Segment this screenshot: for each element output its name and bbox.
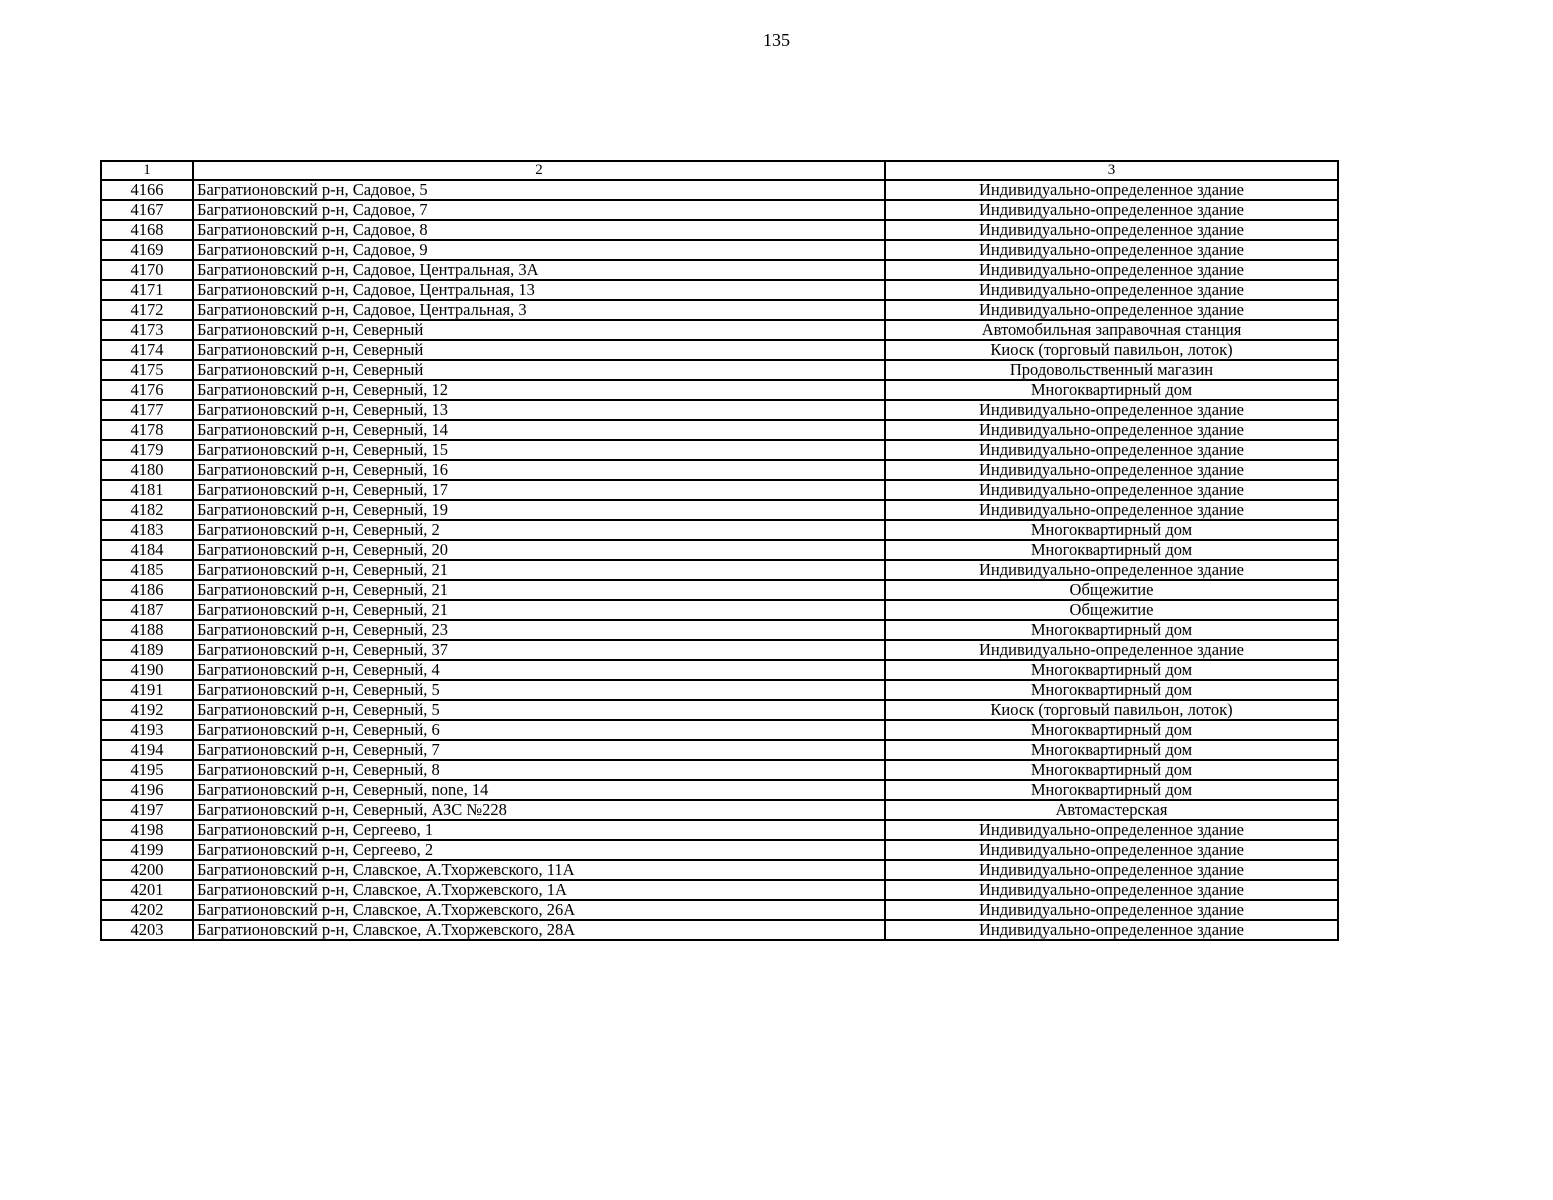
table-row: [101, 280, 1338, 300]
row-number-cell: 4197: [101, 800, 193, 820]
address-cell: Багратионовский р-н, Садовое, 7: [193, 200, 885, 220]
row-number-cell: 4172: [101, 300, 193, 320]
header-row: [101, 161, 1338, 180]
address-cell: Багратионовский р-н, Северный, 2: [193, 520, 885, 540]
address-cell: Багратионовский р-н, Северный, 20: [193, 540, 885, 560]
address-cell: Багратионовский р-н, Северный: [193, 360, 885, 380]
address-cell: Багратионовский р-н, Сергеево, 1: [193, 820, 885, 840]
row-number-cell: 4192: [101, 700, 193, 720]
address-cell: Багратионовский р-н, Садовое, 9: [193, 240, 885, 260]
address-cell: Багратионовский р-н, Северный, 23: [193, 620, 885, 640]
table-row: [101, 880, 1338, 900]
object-type-cell: Продовольственный магазин: [885, 360, 1338, 380]
address-cell: Багратионовский р-н, Северный, 21: [193, 560, 885, 580]
table-row: [101, 640, 1338, 660]
column-header-2: 2: [193, 161, 885, 180]
address-cell: Багратионовский р-н, Северный, 17: [193, 480, 885, 500]
row-number-cell: 4181: [101, 480, 193, 500]
object-type-cell: Многоквартирный дом: [885, 720, 1338, 740]
table-row: [101, 480, 1338, 500]
row-number-cell: 4177: [101, 400, 193, 420]
registry-table: [100, 160, 1339, 941]
object-type-cell: Индивидуально-определенное здание: [885, 400, 1338, 420]
address-cell: Багратионовский р-н, Славское, А.Тхоржевского, 26А: [193, 900, 885, 920]
page-number: 135: [763, 30, 790, 50]
address-cell: Багратионовский р-н, Славское, А.Тхоржевского, 28А: [193, 920, 885, 940]
row-number-cell: 4169: [101, 240, 193, 260]
row-number-cell: 4198: [101, 820, 193, 840]
object-type-cell: Индивидуально-определенное здание: [885, 260, 1338, 280]
table-row: [101, 760, 1338, 780]
table-row: [101, 460, 1338, 480]
object-type-cell: Многоквартирный дом: [885, 780, 1338, 800]
object-type-cell: Общежитие: [885, 580, 1338, 600]
row-number-cell: 4202: [101, 900, 193, 920]
row-number-cell: 4184: [101, 540, 193, 560]
object-type-cell: Многоквартирный дом: [885, 620, 1338, 640]
table-row: [101, 660, 1338, 680]
address-cell: Багратионовский р-н, Садовое, Центральная, 13: [193, 280, 885, 300]
object-type-cell: Индивидуально-определенное здание: [885, 280, 1338, 300]
address-cell: Багратионовский р-н, Северный, 16: [193, 460, 885, 480]
address-cell: Багратионовский р-н, Северный, 8: [193, 760, 885, 780]
object-type-cell: Индивидуально-определенное здание: [885, 300, 1338, 320]
object-type-cell: Общежитие: [885, 600, 1338, 620]
object-type-cell: Многоквартирный дом: [885, 660, 1338, 680]
address-cell: Багратионовский р-н, Северный, 19: [193, 500, 885, 520]
address-cell: Багратионовский р-н, Сергеево, 2: [193, 840, 885, 860]
table-row: [101, 920, 1338, 940]
table-row: [101, 180, 1338, 200]
address-cell: Багратионовский р-н, Северный, 15: [193, 440, 885, 460]
table-row: [101, 780, 1338, 800]
row-number-cell: 4185: [101, 560, 193, 580]
row-number-cell: 4200: [101, 860, 193, 880]
address-cell: Багратионовский р-н, Северный, 5: [193, 700, 885, 720]
address-cell: Багратионовский р-н, Северный, 7: [193, 740, 885, 760]
object-type-cell: Индивидуально-определенное здание: [885, 820, 1338, 840]
object-type-cell: Индивидуально-определенное здание: [885, 840, 1338, 860]
table-header: [101, 161, 1338, 180]
row-number-cell: 4179: [101, 440, 193, 460]
table-row: [101, 440, 1338, 460]
object-type-cell: Индивидуально-определенное здание: [885, 440, 1338, 460]
row-number-cell: 4194: [101, 740, 193, 760]
object-type-cell: Киоск (торговый павильон, лоток): [885, 340, 1338, 360]
row-number-cell: 4168: [101, 220, 193, 240]
address-cell: Багратионовский р-н, Северный, 5: [193, 680, 885, 700]
object-type-cell: Индивидуально-определенное здание: [885, 220, 1338, 240]
row-number-cell: 4203: [101, 920, 193, 940]
table-row: [101, 720, 1338, 740]
table-row: [101, 540, 1338, 560]
table-row: [101, 860, 1338, 880]
table-row: [101, 820, 1338, 840]
table-row: [101, 520, 1338, 540]
address-cell: Багратионовский р-н, Славское, А.Тхоржевского, 1А: [193, 880, 885, 900]
table-row: [101, 680, 1338, 700]
table-row: [101, 380, 1338, 400]
table-row: [101, 400, 1338, 420]
row-number-cell: 4171: [101, 280, 193, 300]
row-number-cell: 4173: [101, 320, 193, 340]
table-row: [101, 620, 1338, 640]
table-row: [101, 320, 1338, 340]
row-number-cell: 4187: [101, 600, 193, 620]
table-row: [101, 800, 1338, 820]
table-row: [101, 220, 1338, 240]
row-number-cell: 4201: [101, 880, 193, 900]
address-cell: Багратионовский р-н, Северный: [193, 340, 885, 360]
row-number-cell: 4167: [101, 200, 193, 220]
row-number-cell: 4182: [101, 500, 193, 520]
object-type-cell: Многоквартирный дом: [885, 760, 1338, 780]
row-number-cell: 4174: [101, 340, 193, 360]
address-cell: Багратионовский р-н, Садовое, Центральная, 3: [193, 300, 885, 320]
table-body: [101, 180, 1338, 940]
object-type-cell: Киоск (торговый павильон, лоток): [885, 700, 1338, 720]
row-number-cell: 4178: [101, 420, 193, 440]
column-header-1: 1: [101, 161, 193, 180]
address-cell: Багратионовский р-н, Славское, А.Тхоржевского, 11А: [193, 860, 885, 880]
object-type-cell: Многоквартирный дом: [885, 740, 1338, 760]
address-cell: Багратионовский р-н, Северный, 12: [193, 380, 885, 400]
object-type-cell: Автомобильная заправочная станция: [885, 320, 1338, 340]
row-number-cell: 4190: [101, 660, 193, 680]
row-number-cell: 4175: [101, 360, 193, 380]
address-cell: Багратионовский р-н, Садовое, 8: [193, 220, 885, 240]
object-type-cell: Индивидуально-определенное здание: [885, 480, 1338, 500]
object-type-cell: Индивидуально-определенное здание: [885, 180, 1338, 200]
table-row: [101, 420, 1338, 440]
object-type-cell: Автомастерская: [885, 800, 1338, 820]
object-type-cell: Многоквартирный дом: [885, 380, 1338, 400]
table-row: [101, 840, 1338, 860]
address-cell: Багратионовский р-н, Северный: [193, 320, 885, 340]
row-number-cell: 4176: [101, 380, 193, 400]
object-type-cell: Индивидуально-определенное здание: [885, 860, 1338, 880]
address-cell: Багратионовский р-н, Северный, 21: [193, 600, 885, 620]
table-row: [101, 360, 1338, 380]
row-number-cell: 4195: [101, 760, 193, 780]
object-type-cell: Многоквартирный дом: [885, 680, 1338, 700]
address-cell: Багратионовский р-н, Садовое, Центральная, 3А: [193, 260, 885, 280]
object-type-cell: Индивидуально-определенное здание: [885, 200, 1338, 220]
object-type-cell: Индивидуально-определенное здание: [885, 640, 1338, 660]
object-type-cell: Индивидуально-определенное здание: [885, 420, 1338, 440]
row-number-cell: 4183: [101, 520, 193, 540]
address-cell: Багратионовский р-н, Северный, 21: [193, 580, 885, 600]
object-type-cell: Индивидуально-определенное здание: [885, 240, 1338, 260]
table-row: [101, 240, 1338, 260]
object-type-cell: Индивидуально-определенное здание: [885, 920, 1338, 940]
row-number-cell: 4166: [101, 180, 193, 200]
table-row: [101, 580, 1338, 600]
address-cell: Багратионовский р-н, Северный, 6: [193, 720, 885, 740]
object-type-cell: Многоквартирный дом: [885, 520, 1338, 540]
row-number-cell: 4188: [101, 620, 193, 640]
object-type-cell: Индивидуально-определенное здание: [885, 880, 1338, 900]
object-type-cell: Индивидуально-определенное здание: [885, 900, 1338, 920]
row-number-cell: 4189: [101, 640, 193, 660]
row-number-cell: 4193: [101, 720, 193, 740]
row-number-cell: 4191: [101, 680, 193, 700]
object-type-cell: Многоквартирный дом: [885, 540, 1338, 560]
row-number-cell: 4186: [101, 580, 193, 600]
address-cell: Багратионовский р-н, Северный, АЗС №228: [193, 800, 885, 820]
address-cell: Багратионовский р-н, Северный, 14: [193, 420, 885, 440]
table-row: [101, 700, 1338, 720]
row-number-cell: 4199: [101, 840, 193, 860]
row-number-cell: 4170: [101, 260, 193, 280]
row-number-cell: 4196: [101, 780, 193, 800]
table-row: [101, 900, 1338, 920]
address-cell: Багратионовский р-н, Северный, 37: [193, 640, 885, 660]
table-row: [101, 500, 1338, 520]
table-row: [101, 740, 1338, 760]
address-cell: Багратионовский р-н, Садовое, 5: [193, 180, 885, 200]
table-row: [101, 300, 1338, 320]
column-header-3: 3: [885, 161, 1338, 180]
address-cell: Багратионовский р-н, Северный, 4: [193, 660, 885, 680]
object-type-cell: Индивидуально-определенное здание: [885, 560, 1338, 580]
address-cell: Багратионовский р-н, Северный, 13: [193, 400, 885, 420]
address-cell: Багратионовский р-н, Северный, none, 14: [193, 780, 885, 800]
table-row: [101, 600, 1338, 620]
row-number-cell: 4180: [101, 460, 193, 480]
object-type-cell: Индивидуально-определенное здание: [885, 460, 1338, 480]
table-row: [101, 260, 1338, 280]
table-row: [101, 560, 1338, 580]
object-type-cell: Индивидуально-определенное здание: [885, 500, 1338, 520]
table-row: [101, 340, 1338, 360]
table-row: [101, 200, 1338, 220]
